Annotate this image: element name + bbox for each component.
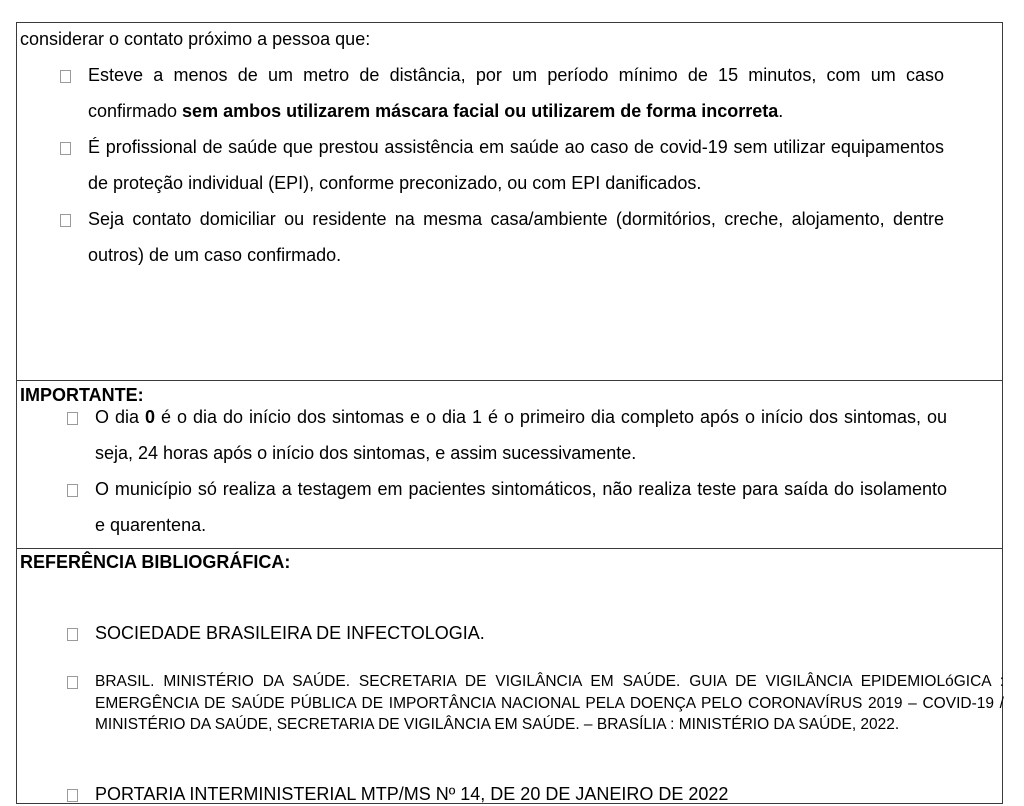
checkbox-icon: [60, 142, 71, 155]
list-item-text: É profissional de saúde que prestou assistência em saúde ao caso de covid-19 sem utilizar equipamentos de proteção individual (EPI), conforme preconizado, ou com EPI danificados.: [88, 137, 944, 193]
text-run: O dia: [95, 407, 145, 427]
reference-text: SOCIEDADE BRASILEIRA DE INFECTOLOGIA.: [95, 623, 485, 643]
checkbox-icon: [67, 789, 78, 802]
list-item: [60, 201, 944, 273]
emphasis-text: sem ambos utilizarem máscara facial ou utilizarem de forma incorreta: [182, 101, 779, 121]
text-run: Esteve a menos de um metro de distância, por um período mínimo de 15 minutos, com um caso confirmado: [88, 65, 944, 121]
checkbox-icon: [67, 628, 78, 641]
references-section: [17, 548, 1002, 805]
checkbox-icon: [67, 676, 78, 689]
list-item: [67, 399, 947, 471]
contact-intro: considerar o contato próximo a pessoa que:: [20, 29, 371, 49]
reference-item: [67, 782, 1004, 806]
list-item-text: O município só realiza a testagem em pacientes sintomáticos, não realiza teste para saída do isolamento e quarentena.: [95, 479, 947, 535]
important-heading: IMPORTANTE:: [20, 385, 144, 405]
document-table: [16, 22, 1003, 804]
references-heading: REFERÊNCIA BIBLIOGRÁFICA:: [20, 552, 291, 572]
reference-item: [67, 671, 1004, 736]
checkbox-icon: [67, 484, 78, 497]
checkbox-icon: [60, 214, 71, 227]
checkbox-icon: [67, 412, 78, 425]
text-run: é o dia do início dos sintomas e o dia 1 é o primeiro dia completo após o início dos sintomas, ou seja, 24 horas após o início dos sintomas, e assim sucessivamente.: [95, 407, 947, 463]
list-item: [67, 471, 947, 543]
checkbox-icon: [60, 70, 71, 83]
list-item-text: [88, 57, 944, 129]
important-section: [17, 380, 1002, 548]
emphasis-text: 0: [144, 407, 155, 427]
reference-text: BRASIL. MINISTÉRIO DA SAÚDE. SECRETARIA DE VIGILÂNCIA EM SAÚDE. GUIA DE VIGILÂNCIA EPIDEMIOLóGICA : EMERGÊNCIA DE SAÚDE PÚBLICA DE IMPORTÂNCIA NACIONAL PELA DOENÇA PELO CORONAVÍRUS 2019 – COVID-19 / MINISTÉRIO DA SAÚDE, SECRETARIA DE VIGILÂNCIA EM SAÚDE. – BRASÍLIA : MINISTÉRIO DA SAÚDE, 2022.: [95, 673, 1004, 734]
reference-text: PORTARIA INTERMINISTERIAL MTP/MS Nº 14, DE 20 DE JANEIRO DE 2022: [95, 784, 729, 804]
list-item-text: Seja contato domiciliar ou residente na mesma casa/ambiente (dormitórios, creche, alojamento, dentre outros) de um caso confirmado.: [88, 209, 944, 265]
list-item-text: [95, 399, 947, 471]
text-run: .: [778, 101, 784, 121]
reference-item: [67, 621, 1004, 645]
list-item: [60, 57, 944, 129]
contact-criteria-section: [17, 23, 1002, 380]
list-item: [60, 129, 944, 201]
